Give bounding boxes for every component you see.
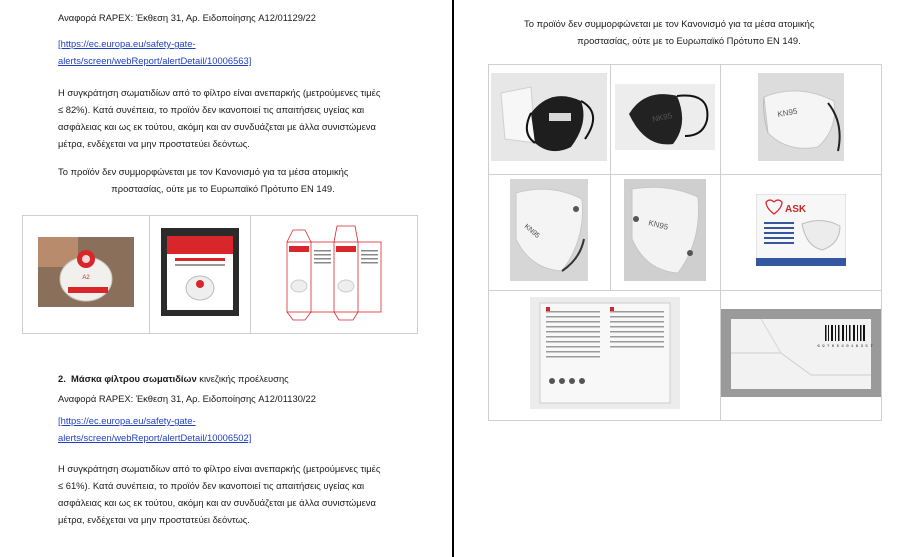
rapex-report-1: Αναφορά RAPEX: Έκθεση 31, Αρ. Ειδοποίησης A12/01129/22 <box>58 12 316 23</box>
mask-box-front-image <box>756 194 846 266</box>
heading-2-rest: κινεζικής προέλευσης <box>196 373 289 384</box>
barcode-digits: 6 9 7 0 5 4 0 1 6 3 5 7 <box>817 345 873 349</box>
para3-line3: ασφάλειας και ως εκ τούτου, ακόμη και αν συνδυάζεται με άλλα συνιστώμενα <box>58 497 376 508</box>
para3-line1: Η συγκράτηση σωματιδίων από το φίλτρο είναι ανεπαρκής (μετρούμενες τιμές <box>58 463 381 474</box>
rapex-report-2: Αναφορά RAPEX: Έκθεση 31, Αρ. Ειδοποίησης A12/01130/22 <box>58 393 316 404</box>
white-mask-folded-image <box>624 179 706 281</box>
heading-2-number: 2. <box>58 373 66 384</box>
white-mask-print-image <box>510 179 588 281</box>
svg-text:KN95: KN95 <box>776 106 799 119</box>
photo-box-barcode <box>721 291 882 421</box>
product-photos-table-1 <box>22 215 418 334</box>
right-para-line1: Το προϊόν δεν συμμορφώνεται με τον Κανονισμό για τα μέσα ατομικής <box>524 18 815 29</box>
para1-line1: Η συγκράτηση σωματιδίων από το φίλτρο είναι ανεπαρκής (μετρούμενες τιμές <box>58 87 381 98</box>
para3-line4: μέτρα, ενδέχεται να μην προστατεύει δεόντως. <box>58 514 250 525</box>
rapex-link-2-line2[interactable]: alerts/screen/webReport/alertDetail/10006502] <box>58 432 252 443</box>
mask-box-barcode-image <box>721 309 881 397</box>
paragraph-compliance-2 <box>524 15 854 49</box>
photo-black-mask-1 <box>489 65 611 175</box>
brand-text: ASK <box>785 204 807 215</box>
photo-white-mask-2 <box>489 175 611 291</box>
white-mask-inside-image <box>758 73 844 161</box>
mask-red-valve-image <box>38 237 134 307</box>
para2-line2: προστασίας, ούτε με το Ευρωπαϊκό Πρότυπο EN 149. <box>111 183 335 194</box>
photo-white-mask-1 <box>721 65 882 175</box>
paragraph-filter-82 <box>58 84 388 152</box>
svg-text:KN95: KN95 <box>522 223 541 240</box>
photo-box-dieline <box>251 216 418 334</box>
photo-box-back <box>489 291 721 421</box>
right-page <box>454 0 900 557</box>
svg-text:KN95: KN95 <box>647 218 670 232</box>
paragraph-filter-61 <box>58 460 388 528</box>
rapex-link-1-line1[interactable]: [https://ec.europa.eu/safety-gate- <box>58 38 196 49</box>
rapex-link-1[interactable] <box>58 35 251 69</box>
svg-text:NK95: NK95 <box>651 110 674 124</box>
product-photos-table-2 <box>488 64 882 421</box>
section-heading-2 <box>58 370 289 387</box>
right-para-line2: προστασίας, ούτε με το Ευρωπαϊκό Πρότυπο EN 149. <box>577 35 801 46</box>
svg-text:A2: A2 <box>82 275 90 281</box>
para3-line2: ≤ 61%). Κατά συνέπεια, το προϊόν δεν ικανοποιεί τις απαιτήσεις υγείας και <box>58 480 365 491</box>
paragraph-compliance-1 <box>58 163 388 197</box>
para1-line3: ασφάλειας και ως εκ τούτου, ακόμη και αν συνδυάζεται με άλλα συνιστώμενα <box>58 121 376 132</box>
para2-line1: Το προϊόν δεν συμμορφώνεται με τον Κανονισμό για τα μέσα ατομικής <box>58 166 349 177</box>
para1-line4: μέτρα, ενδέχεται να μην προστατεύει δεόντως. <box>58 138 250 149</box>
photo-mask-red-valve <box>23 216 150 334</box>
photo-black-mask-2 <box>610 65 720 175</box>
black-mask-side-image <box>615 84 715 150</box>
heading-2-bold: Μάσκα φίλτρου σωματιδίων <box>71 373 197 384</box>
mask-box-back-image <box>530 297 680 409</box>
photo-mask-box <box>150 216 251 334</box>
photo-mask-box-front <box>721 175 882 291</box>
rapex-link-1-line2[interactable]: alerts/screen/webReport/alertDetail/10006563] <box>58 55 252 66</box>
para1-line2: ≤ 82%). Κατά συνέπεια, το προϊόν δεν ικανοποιεί τις απαιτήσεις υγείας και <box>58 104 365 115</box>
mask-box-image <box>161 228 239 316</box>
photo-white-mask-3 <box>610 175 720 291</box>
black-mask-front-image <box>491 73 607 161</box>
rapex-link-2-line1[interactable]: [https://ec.europa.eu/safety-gate- <box>58 415 196 426</box>
rapex-link-2[interactable] <box>58 412 251 446</box>
box-dieline-image <box>279 220 389 324</box>
